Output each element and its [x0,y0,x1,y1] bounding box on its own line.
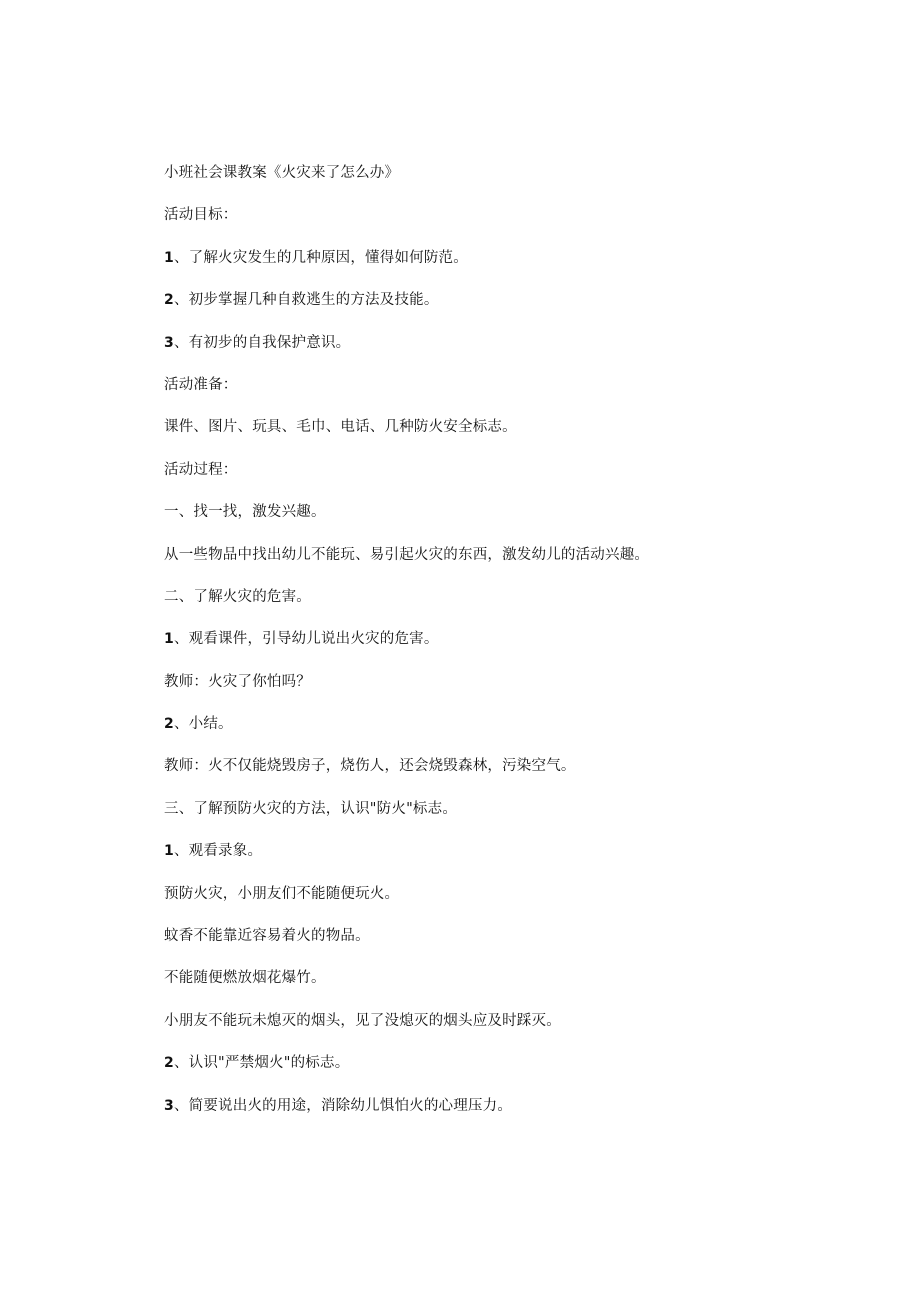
numbered-item: 1、观看录象。 [164,843,263,860]
process-step-heading-3: 三、了解预防火灾的方法，认识"防火"标志。 [164,800,458,817]
paragraph: 从一些物品中找出幼儿不能玩、易引起火灾的东西，激发幼儿的活动兴趣。 [164,546,650,563]
numbered-item: 3、简要说出火的用途，消除幼儿惧怕火的心理压力。 [164,1097,513,1114]
section-heading-goals: 活动目标： [164,207,238,224]
numbered-item: 2、小结。 [164,716,233,733]
numbered-item: 2、认识"严禁烟火"的标志。 [164,1055,350,1072]
document-body [164,160,864,1135]
paragraph: 小朋友不能玩未熄灭的烟头，见了没熄灭的烟头应及时踩灭。 [164,1012,561,1029]
goal-item-2: 2、初步掌握几种自救逃生的方法及技能。 [164,292,439,309]
paragraph: 不能随便燃放烟花爆竹。 [164,970,326,987]
goal-item-1: 1、了解火灾发生的几种原因，懂得如何防范。 [164,249,468,266]
goal-item-3: 3、有初步的自我保护意识。 [164,334,351,351]
process-step-heading-2: 二、了解火灾的危害。 [164,588,311,605]
section-heading-process: 活动过程： [164,461,238,478]
paragraph: 预防火灾，小朋友们不能随便玩火。 [164,885,400,902]
document-title: 小班社会课教案《火灾来了怎么办》 [164,165,400,181]
preparation-materials: 课件、图片、玩具、毛巾、电话、几种防火安全标志。 [164,419,517,436]
process-step-heading-1: 一、找一找，激发兴趣。 [164,504,326,521]
paragraph: 教师：火灾了你怕吗？ [164,673,311,690]
numbered-item: 1、观看课件，引导幼儿说出火灾的危害。 [164,631,439,648]
paragraph: 蚊香不能靠近容易着火的物品。 [164,928,370,945]
paragraph: 教师：火不仅能烧毁房子，烧伤人，还会烧毁森林，污染空气。 [164,758,576,775]
section-heading-preparation: 活动准备： [164,376,238,393]
